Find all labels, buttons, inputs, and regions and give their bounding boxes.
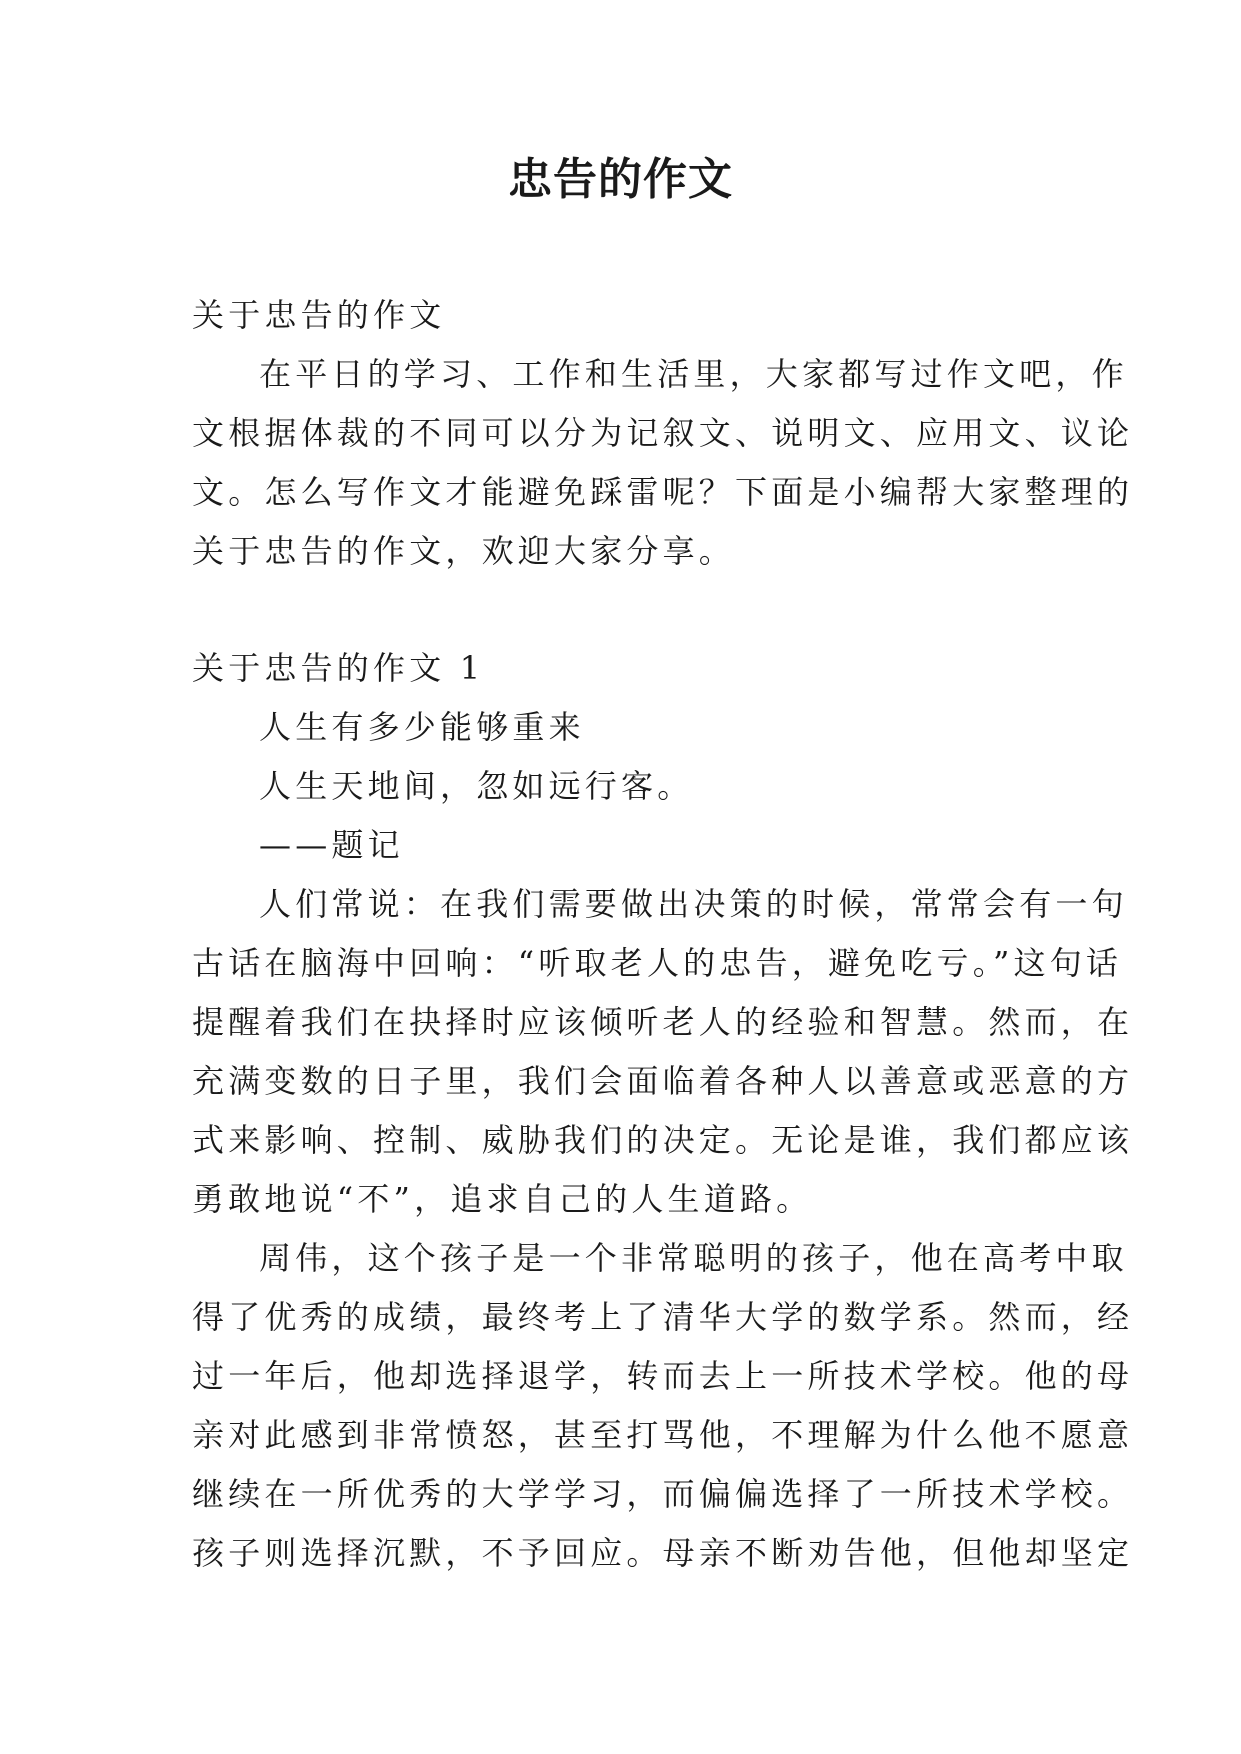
paragraph-line: 继续在一所优秀的大学学习，而偏偏选择了一所技术学校。 [192, 1475, 1134, 1513]
intro-line: 关于忠告的作文，欢迎大家分享。 [192, 532, 736, 570]
paragraph-line: 充满变数的日子里，我们会面临着各种人以善意或恶意的方 [192, 1062, 1134, 1100]
paragraph-line: 得了优秀的成绩，最终考上了清华大学的数学系。然而，经 [192, 1298, 1134, 1336]
document-title: 忠告的作文 [508, 154, 733, 205]
poem-line: 人生天地间，忽如远行客。 [259, 767, 694, 805]
poem-line: 人生有多少能够重来 [259, 708, 585, 746]
paragraph-line: 式来影响、控制、威胁我们的决定。无论是谁，我们都应该 [192, 1121, 1134, 1159]
paragraph-line: 提醒着我们在抉择时应该倾听老人的经验和智慧。然而，在 [192, 1003, 1134, 1041]
document-body [192, 286, 1134, 1583]
paragraph-line: 周伟，这个孩子是一个非常聪明的孩子，他在高考中取 [259, 1239, 1128, 1277]
intro-line: 文根据体裁的不同可以分为记叙文、说明文、应用文、议论 [192, 414, 1134, 452]
paragraph-line: 孩子则选择沉默，不予回应。母亲不断劝告他，但他却坚定 [192, 1534, 1134, 1572]
paragraph-line: 亲对此感到非常愤怒，甚至打骂他，不理解为什么他不愿意 [192, 1416, 1134, 1454]
paragraph-line: 古话在脑海中回响：“听取老人的忠告，避免吃亏。”这句话 [192, 944, 1123, 982]
section-heading: 关于忠告的作文 1 [192, 649, 485, 687]
intro-line: 文。怎么写作文才能避免踩雷呢？下面是小编帮大家整理的 [192, 473, 1134, 511]
section-spacer [192, 581, 1072, 639]
paragraph-line: 人们常说：在我们需要做出决策的时候，常常会有一句 [259, 885, 1128, 923]
paragraph-line: 勇敢地说“不”，追求自己的人生道路。 [192, 1180, 813, 1218]
subtitle: 关于忠告的作文 [192, 296, 446, 334]
paragraph-line: 过一年后，他却选择退学，转而去上一所技术学校。他的母 [192, 1357, 1134, 1395]
intro-line: 在平日的学习、工作和生活里，大家都写过作文吧，作 [259, 355, 1128, 393]
epigraph-attribution: ——题记 [259, 826, 404, 864]
